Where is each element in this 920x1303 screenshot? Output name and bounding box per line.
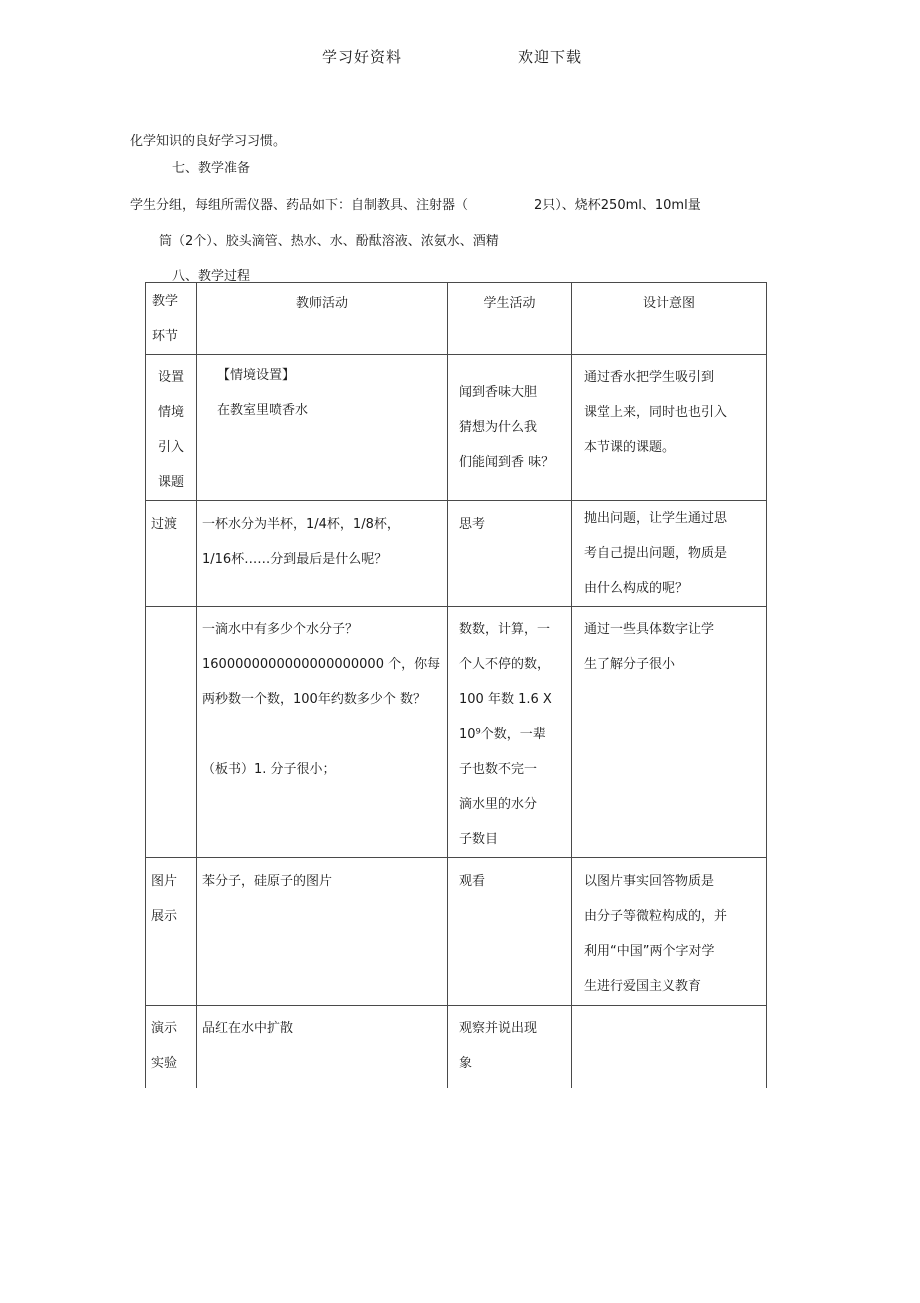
equipment-line-part-a: 学生分组，每组所需仪器、药品如下：自制教具、注射器（ [130,198,469,213]
row1-student: 闻到香味大胆 猜想为什么我 们能闻到香 味？ [459,385,555,470]
row1-intent: 通过香水把学生吸引到 课堂上来，同时也也引入 本节课的课题。 [584,370,728,455]
header-intent: 设计意图 [642,296,695,311]
row2-teacher: 一杯水分为半杯，1/4杯，1/8杯， 1/16杯……分到最后是什么呢？ [202,517,400,567]
row4-stage: 图片 展示 [151,874,178,924]
row5-student: 观察并说出现 象 [459,1021,538,1071]
table-row [146,858,767,1006]
row5-stage: 演示 实验 [151,1021,178,1071]
equipment-line [130,194,701,213]
page-header-left: 学习好资料 [322,48,403,66]
section-heading-7: 七、教学准备 [172,161,251,176]
table-row [146,607,767,858]
table-row [146,1006,767,1088]
body-line-1: 化学知识的良好学习习惯。 [130,134,287,149]
row4-student: 观看 [459,874,486,889]
teaching-process-table [145,282,767,1088]
row2-student: 思考 [459,517,486,532]
equipment-line-cont: 筒（2个）、胶头滴管、热水、水、酚酞溶液、浓氨水、酒精 [159,234,499,249]
table-header-row [146,283,767,355]
row2-stage: 过渡 [151,517,178,532]
row2-intent: 抛出问题，让学生通过思 考自己提出问题，物质是 由什么构成的呢？ [584,511,728,596]
row3-intent: 通过一些具体数字让学 生了解分子很小 [584,622,715,672]
row1-teacher: 【情境设置】 在教室里喷香水 [217,368,309,418]
page-header-right: 欢迎下载 [518,48,583,66]
header-student: 学生活动 [483,296,536,311]
row4-teacher: 苯分子，硅原子的图片 [202,874,333,889]
row4-intent: 以图片事实回答物质是 由分子等微粒构成的，并 利用“中国”两个字对学 生进行爱国主义教育 [584,874,728,994]
equipment-line-part-b: 2只）、烧杯250ml、10ml量 [534,198,701,213]
section-heading-8: 八、教学过程 [172,269,251,284]
row1-stage: 设置 情境 引入 课题 [158,370,185,490]
row3-student: 数数，计算，一 个人不停的数， 100 年数 1.6 X 10⁹个数，一辈 子也数不完一 滴水里的水分 子数目 [459,622,552,847]
row3-teacher: 一滴水中有多少个水分子？ 1600000000000000000000 个，你每 两秒数一个数，100年约数多少个 数？ （板书）1. 分子很小； [202,622,441,777]
table-row [146,355,767,501]
table-row [146,501,767,607]
row5-teacher: 品红在水中扩散 [202,1021,294,1036]
header-teacher: 教师活动 [295,296,348,311]
header-stage: 教学 环节 [152,294,179,344]
